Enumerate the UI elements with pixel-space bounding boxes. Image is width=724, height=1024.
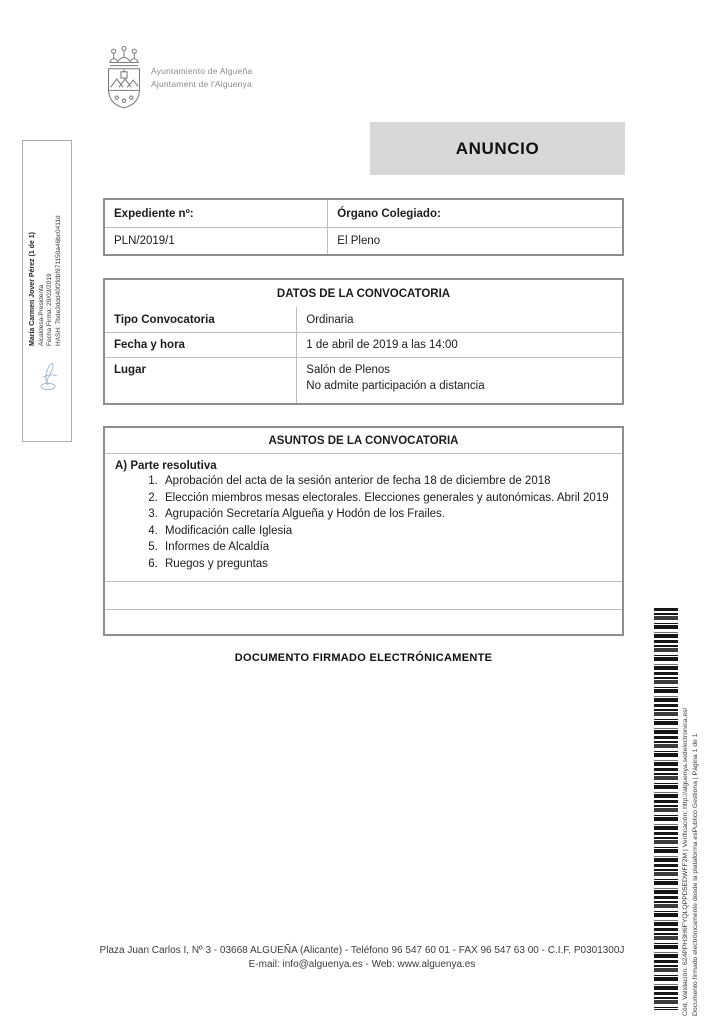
lugar-line-1: Salón de Plenos (306, 364, 391, 376)
asuntos-body (105, 454, 622, 581)
lugar-label: Lugar (114, 364, 146, 376)
signature-stamp-text (29, 214, 63, 346)
page-title: ANUNCIO (455, 138, 540, 158)
tipo-convocatoria-label: Tipo Convocatoria (114, 313, 215, 326)
list-item: 1. Aprobación del acta de la sesión anterior de fecha 18 de diciembre de 2018 (161, 474, 612, 490)
list-item: 6. Ruegos y preguntas (161, 557, 612, 573)
asuntos-convocatoria-table (103, 426, 624, 636)
org-name-valencian: Ajuntament de l'Alguenya (151, 79, 252, 89)
list-item: 3. Agrupación Secretaría Algueña y Hodón de los Frailes. (161, 507, 612, 523)
signature-date: Fecha Firma: 29/03/2019 (46, 273, 53, 346)
parte-resolutiva-heading: A) Parte resolutiva (115, 460, 217, 472)
lugar-value (296, 358, 622, 403)
footer-contact-line: E-mail: info@alguenya.es - Web: www.alguenya.es (248, 959, 476, 970)
datos-table-title: DATOS DE LA CONVOCATORIA (276, 287, 451, 300)
signed-electronically-note: DOCUMENTO FIRMADO ELECTRÓNICAMENTE (234, 652, 493, 664)
signer-name: María Carmen Jover Pérez (1 de 1) (29, 232, 36, 346)
organo-value: El Pleno (327, 228, 622, 254)
expediente-value: PLN/2019/1 (114, 235, 175, 247)
announcement-banner (370, 122, 625, 175)
organo-col-header: Órgano Colegiado: (327, 200, 622, 227)
municipal-logo (103, 46, 252, 110)
list-item: 4. Modificación calle Iglesia (161, 524, 612, 540)
platform-line: Documento firmado electrónicamente desde la plataforma esPublico Gestiona | Página 1 de 1 (691, 733, 699, 1016)
validation-sidebar-text (681, 638, 700, 1016)
empty-table-row (105, 581, 622, 609)
asuntos-table-title: ASUNTOS DE LA CONVOCATORIA (105, 428, 622, 454)
signer-role: Alcaldesa-Presidenta (37, 284, 45, 346)
lugar-line-2: No admite participación a distancia (306, 380, 485, 392)
expediente-col-header: Expediente nº: (114, 207, 194, 220)
expediente-table (103, 198, 624, 256)
logo-org-names (151, 65, 252, 91)
coat-of-arms-icon (103, 46, 145, 110)
expediente-header-row (105, 200, 622, 227)
list-item: 2. Elección miembros mesas electorales. Elecciones generales y autonómicas. Abril 2019 (161, 491, 612, 507)
table-row (105, 332, 622, 357)
footer (62, 944, 662, 972)
asuntos-list (115, 474, 612, 572)
fecha-hora-value: 1 de abril de 2019 a las 14:00 (296, 333, 622, 357)
signature-hash: HASH: 7bde3ddd40f2fdbf971150a46bc0411d (54, 215, 62, 346)
expediente-value-row (105, 227, 622, 254)
datos-convocatoria-table (103, 278, 624, 405)
validation-code-line: Cód. Validación: 624PPH3H6FYQLQPPD5EDWFF2M | Verificación: http://alguenya.sedelectronica.es/ (682, 707, 689, 1016)
empty-table-row (105, 609, 622, 634)
fecha-hora-label: Fecha y hora (114, 339, 185, 351)
handwritten-signature-icon (37, 360, 61, 397)
footer-address-line: Plaza Juan Carlos I, Nº 3 - 03668 ALGUEÑA (Alicante) - Teléfono 96 547 60 01 - FAX 96 547 63 00 - C.I.F. P0301300J (99, 945, 625, 956)
table-row (105, 357, 622, 403)
table-row (105, 307, 622, 332)
org-name-es: Ayuntamiento de Algueña (151, 66, 253, 76)
tipo-convocatoria-value: Ordinaria (296, 307, 622, 332)
list-item: 5. Informes de Alcaldía (161, 540, 612, 556)
